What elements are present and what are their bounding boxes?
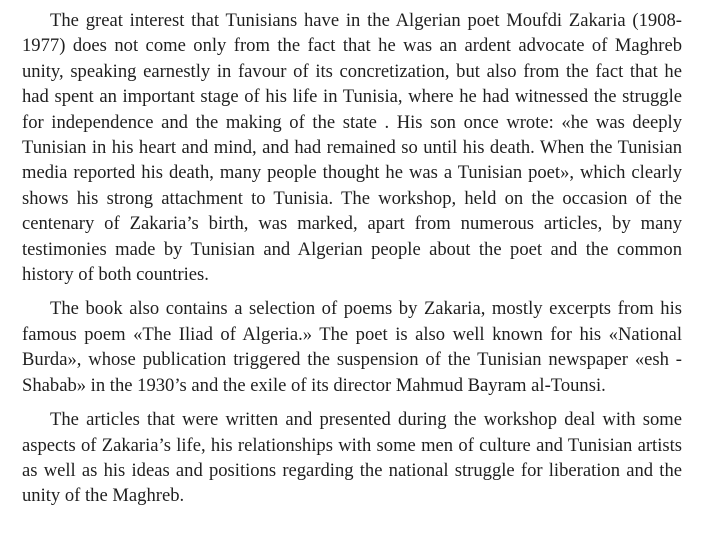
document-page <box>22 8 682 509</box>
paragraph-zakaria-tunisia: The great interest that Tunisians have in the Algerian poet Moufdi Zakaria (1908- 1977) does not come only from the fact that he was an ardent advocate of Maghreb unity, speaking earnestly in favour of its concretization, but also from the fact that he had spent an important stage of his life in Tunisia, where he had witnessed the struggle for independence and the making of the state . His son once wrote: «he was deeply Tunisian in his heart and mind, and had remained so until his death. When the Tunisian media reported his death, many people thought he was a Tunisian poet», which clearly shows his strong attachment to Tunisia. The workshop, held on the occasion of the centenary of Zakaria’s birth, was marked, apart from numerous articles, by many testimonies made by Tunisian and Algerian people about the poet and the common history of both countries. <box>22 10 682 286</box>
paragraph-poems-selection: The book also contains a selection of poems by Zakaria, mostly excerpts from his famous poem «The Iliad of Algeria.» The poet is also well known for his «National Burda», whose publication triggered the suspension of the Tunisian newspaper «esh - Shabab» in the 1930’s and the exile of its director Mahmud Bayram al-Tounsi. <box>22 298 682 396</box>
paragraph-workshop-articles: The articles that were written and presented during the workshop deal with some aspects of Zakaria’s life, his relationships with some men of culture and Tunisian artists as well as his ideas and positions regarding the national struggle for liberation and the unity of the Maghreb. <box>22 409 682 507</box>
